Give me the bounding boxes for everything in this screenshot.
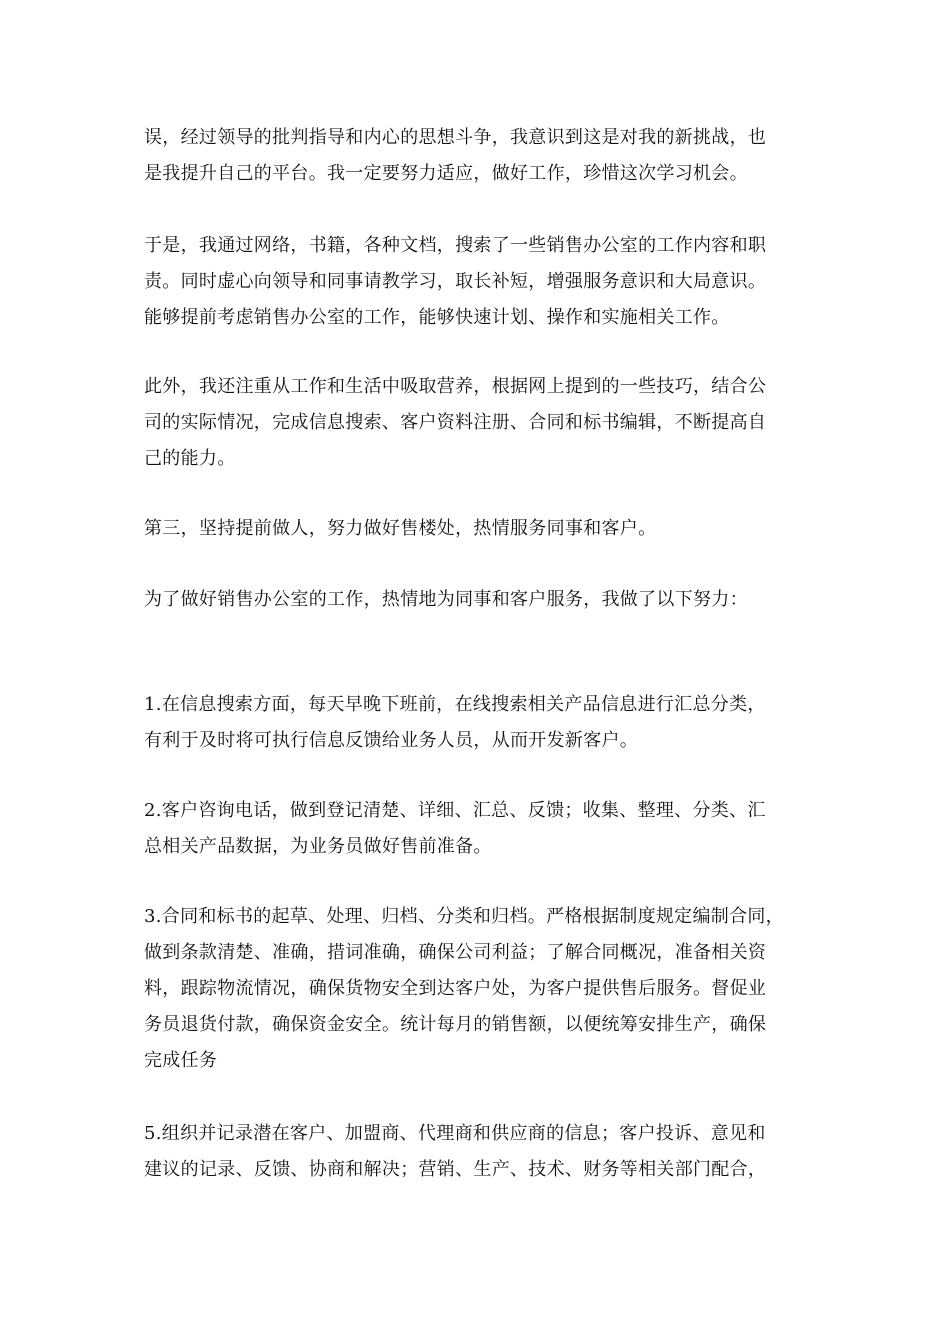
list-item-5-line-2: 建议的记录、反馈、协商和解决；营销、生产、技术、财务等相关部门配合， xyxy=(144,1159,767,1180)
paragraph-3-line-2: 司的实际情况，完成信息搜索、客户资料注册、合同和标书编辑，不断提高自 xyxy=(144,412,767,433)
paragraph-4-line-1: 第三，坚持提前做人，努力做好售楼处，热情服务同事和客户。 xyxy=(144,518,657,539)
list-item-3-line-4: 务员退货付款，确保资金安全。统计每月的销售额，以便统筹安排生产，确保 xyxy=(144,1014,767,1035)
paragraph-1-line-2: 是我提升自己的平台。我一定要努力适应，做好工作，珍惜这次学习机会。 xyxy=(144,163,748,184)
paragraph-3-line-1: 此外，我还注重从工作和生活中吸取营养，根据网上提到的一些技巧，结合公 xyxy=(144,376,767,397)
list-item-1-line-1: 1.在信息搜索方面，每天早晚下班前，在线搜索相关产品信息进行汇总分类， xyxy=(144,694,766,715)
list-item-3-line-5: 完成任务 xyxy=(144,1050,218,1071)
paragraph-2-line-3: 能够提前考虑销售办公室的工作，能够快速计划、操作和实施相关工作。 xyxy=(144,307,730,328)
paragraph-5-line-1: 为了做好销售办公室的工作，热情地为同事和客户服务，我做了以下努力： xyxy=(144,589,748,610)
paragraph-2-line-2: 责。同时虚心向领导和同事请教学习，取长补短，增强服务意识和大局意识。 xyxy=(144,271,767,292)
list-item-3-line-2: 做到条款清楚、准确，措词准确，确保公司利益；了解合同概况，准备相关资 xyxy=(144,942,767,963)
list-item-5-line-1: 5.组织并记录潜在客户、加盟商、代理商和供应商的信息；客户投诉、意见和 xyxy=(144,1123,766,1144)
list-item-3-line-1: 3.合同和标书的起草、处理、归档、分类和归档。严格根据制度规定编制合同， xyxy=(144,906,784,927)
list-item-2-line-2: 总相关产品数据，为业务员做好售前准备。 xyxy=(144,836,492,857)
paragraph-1-line-1: 误，经过领导的批判指导和内心的思想斗争，我意识到这是对我的新挑战，也 xyxy=(144,127,767,148)
list-item-3-line-3: 料，跟踪物流情况，确保货物安全到达客户处，为客户提供售后服务。督促业 xyxy=(144,978,767,999)
paragraph-3-line-3: 己的能力。 xyxy=(144,448,236,469)
paragraph-2-line-1: 于是，我通过网络，书籍，各种文档，搜索了一些销售办公室的工作内容和职 xyxy=(144,235,767,256)
list-item-1-line-2: 有利于及时将可执行信息反馈给业务人员，从而开发新客户。 xyxy=(144,730,639,751)
list-item-2-line-1: 2.客户咨询电话，做到登记清楚、详细、汇总、反馈；收集、整理、分类、汇 xyxy=(144,800,766,821)
